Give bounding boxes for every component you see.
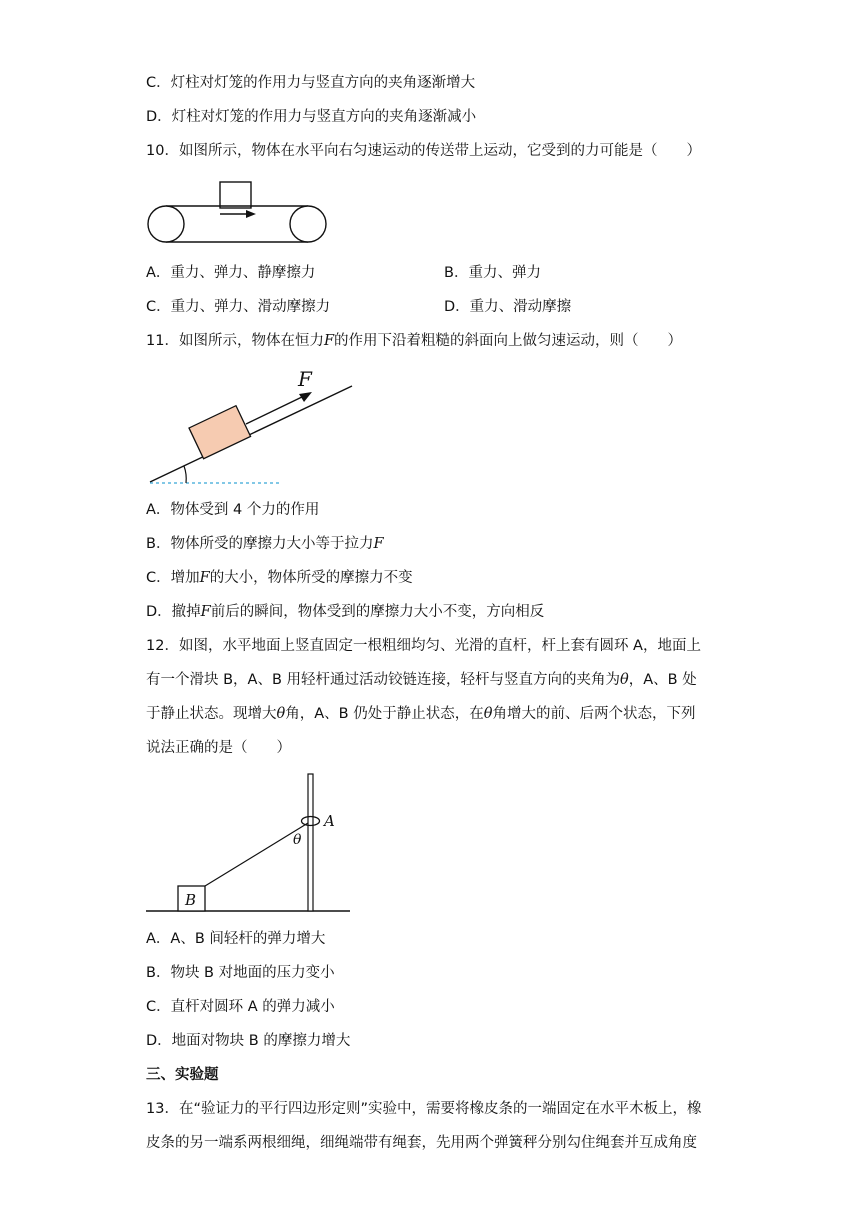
- label-a: A: [324, 812, 335, 830]
- label-theta: θ: [293, 832, 302, 848]
- q11-option-a: A．物体受到 4 个力的作用: [146, 502, 320, 518]
- q13-stem-line1: 13．在“验证力的平行四边形定则”实验中，需要将橡皮条的一端固定在水平木板上，橡: [146, 1101, 702, 1117]
- force-arrow-icon: [299, 392, 312, 402]
- q12-option-b: B．物块 B 对地面的压力变小: [146, 965, 335, 981]
- q10-stem: 10．如图所示，物体在水平向右匀速运动的传送带上运动，它受到的力可能是（ ）: [146, 143, 701, 159]
- force-label: F: [298, 367, 312, 391]
- label-b: B: [185, 891, 197, 909]
- q10-option-d: D．重力、滑动摩擦: [444, 299, 572, 315]
- conveyor-belt-figure: [140, 176, 340, 250]
- block-on-incline: [189, 406, 251, 459]
- block-shape: [220, 182, 251, 208]
- q9-option-d: D．灯柱对灯笼的作用力与竖直方向的夹角逐渐减小: [146, 109, 477, 125]
- right-roller: [290, 206, 326, 242]
- incline-figure: [140, 362, 360, 490]
- q12-stem-line4: 说法正确的是（ ）: [146, 740, 291, 756]
- q11-option-d: D．撤掉F前后的瞬间，物体受到的摩擦力大小不变，方向相反: [146, 604, 545, 620]
- arrow-right-icon: [246, 210, 256, 218]
- q10-option-a: A．重力、弹力、静摩擦力: [146, 265, 316, 281]
- vertical-rod: [308, 774, 313, 911]
- q11-option-b: B．物体所受的摩擦力大小等于拉力F: [146, 536, 384, 552]
- q12-option-c: C．直杆对圆环 A 的弹力减小: [146, 999, 335, 1015]
- q12-option-a: A．A、B 间轻杆的弹力增大: [146, 931, 326, 947]
- q9-option-c: C．灯柱对灯笼的作用力与竖直方向的夹角逐渐增大: [146, 75, 476, 91]
- incline-surface: [150, 386, 352, 482]
- q10-option-c: C．重力、弹力、滑动摩擦力: [146, 299, 331, 315]
- q13-stem-line2: 皮条的另一端系两根细绳，细绳端带有绳套，先用两个弹簧秤分别勾住绳套并互成角度: [146, 1135, 697, 1151]
- section-heading-experiment: 三、实验题: [146, 1067, 219, 1083]
- q12-stem-line3: 于静止状态。现增大θ角，A、B 仍处于静止状态，在θ角增大的前、后两个状态，下列: [146, 706, 696, 722]
- q11-option-c: C．增加F的大小，物体所受的摩擦力不变: [146, 570, 413, 586]
- angle-arc: [184, 466, 186, 483]
- q11-stem: 11．如图所示，物体在恒力F的作用下沿着粗糙的斜面向上做匀速运动，则（ ）: [146, 333, 683, 349]
- rod-ring-figure: [140, 768, 360, 916]
- q12-stem-line1: 12．如图，水平地面上竖直固定一根粗细均匀、光滑的直杆，杆上套有圆环 A，地面上: [146, 638, 701, 654]
- q12-option-d: D．地面对物块 B 的摩擦力增大: [146, 1033, 351, 1049]
- left-roller: [148, 206, 184, 242]
- q12-stem-line2: 有一个滑块 B，A、B 用轻杆通过活动铰链连接，轻杆与竖直方向的夹角为θ，A、B 处: [146, 672, 697, 688]
- q10-option-b: B．重力、弹力: [444, 265, 541, 281]
